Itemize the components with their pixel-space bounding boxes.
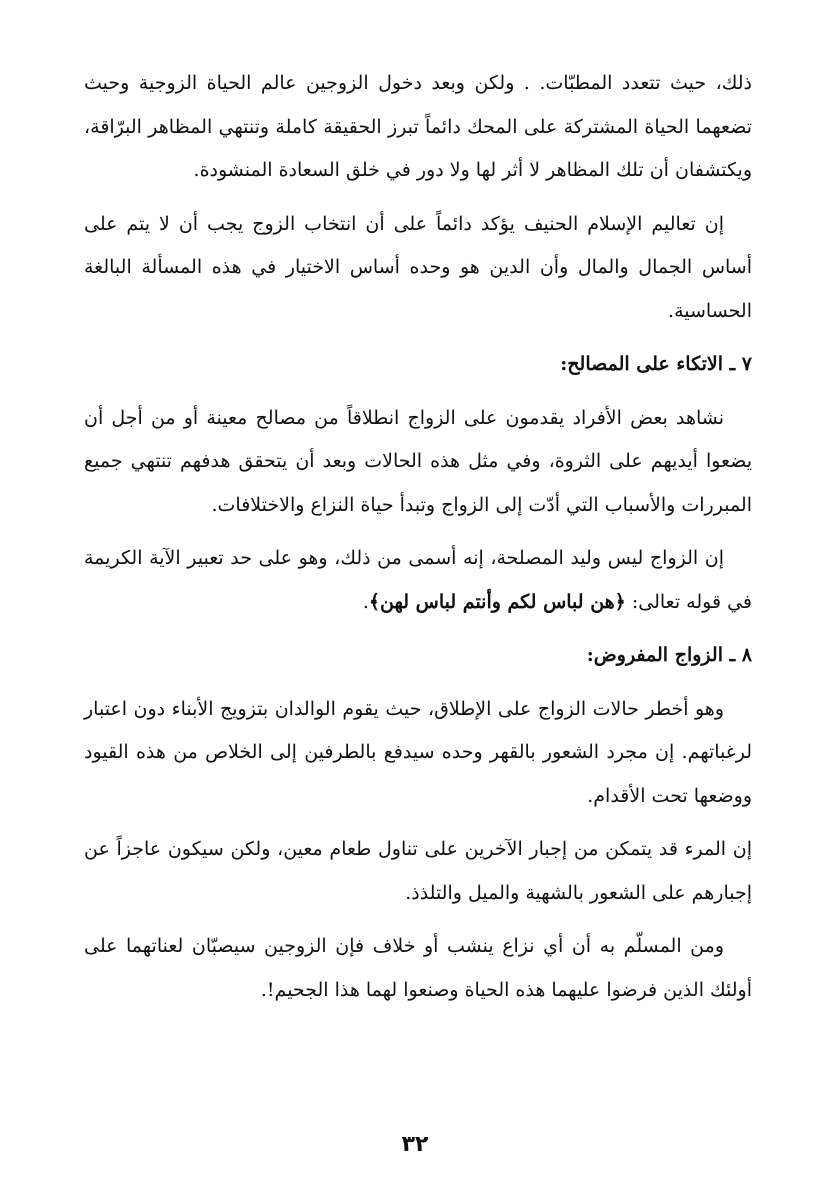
paragraph-5: وهو أخطر حالات الزواج على الإطلاق، حيث يقوم الوالدان بتزويج الأبناء دون اعتبار لرغباتهم. إن مجرد الشعور بالقهر وحده سيدفع بالطرفين إلى الخلاص من هذه القيود ووضعها تحت الأقدام. — [84, 697, 752, 807]
section-heading-7: ٧ ـ الاتكاء على المصالح: — [560, 353, 752, 375]
paragraph-7: ومن المسلّم به أن أي نزاع ينشب أو خلاف فإن الزوجين سيصبّان لعناتهما على أولئك الذين فرضوا عليهما هذه الحياة وصنعوا لهما هذا الجحيم!. — [84, 935, 752, 1001]
paragraph-4 — [84, 537, 752, 624]
paragraph-4-text: إن الزواج ليس وليد المصلحة، إنه أسمى من ذلك، وهو على حد تعبير الآية الكريمة في قوله تعالى: — [84, 547, 752, 613]
quran-verse-quote: ﴿هن لباس لكم وأنتم لباس لهن﴾ — [368, 590, 626, 613]
page-body — [84, 62, 752, 1022]
section-heading-8: ٨ ـ الزواج المفروض: — [586, 644, 752, 666]
paragraph-6: إن المرء قد يتمكن من إجبار الآخرين على تناول طعام معين، ولكن سيكون عاجزاً عن إجبارهم على الشعور بالشهية والميل والتلذذ. — [84, 838, 753, 904]
paragraph-3: نشاهد بعض الأفراد يقدمون على الزواج انطلاقاً من مصالح معينة أو من أجل أن يضعوا أيديهم على الثروة، وفي مثل هذه الحالات وبعد أن يتحقق هدفهم تنتهي جميع المبررات والأسباب التي أدّت إلى الزواج وتبدأ حياة النزاع والاختلافات. — [84, 406, 752, 516]
paragraph-2: إن تعاليم الإسلام الحنيف يؤكد دائماً على أن انتخاب الزوج يجب أن لا يتم على أساس الجمال والمال وأن الدين هو وحده أساس الاختيار في هذه المسألة البالغة الحساسية. — [84, 212, 752, 322]
paragraph-4-end: . — [362, 590, 369, 613]
page-number: ٣٢ — [401, 1132, 429, 1157]
paragraph-1: ذلك، حيث تتعدد المطبّات. . ولكن وبعد دخول الزوجين عالم الحياة الزوجية وحيث تضعهما الحياة المشتركة على المحك دائماً تبرز الحقيقة كاملة وتنتهي المظاهر البرّاقة، ويكتشفان أن تلك المظاهر لا أثر لها ولا دور في خلق السعادة المنشودة. — [84, 72, 752, 181]
